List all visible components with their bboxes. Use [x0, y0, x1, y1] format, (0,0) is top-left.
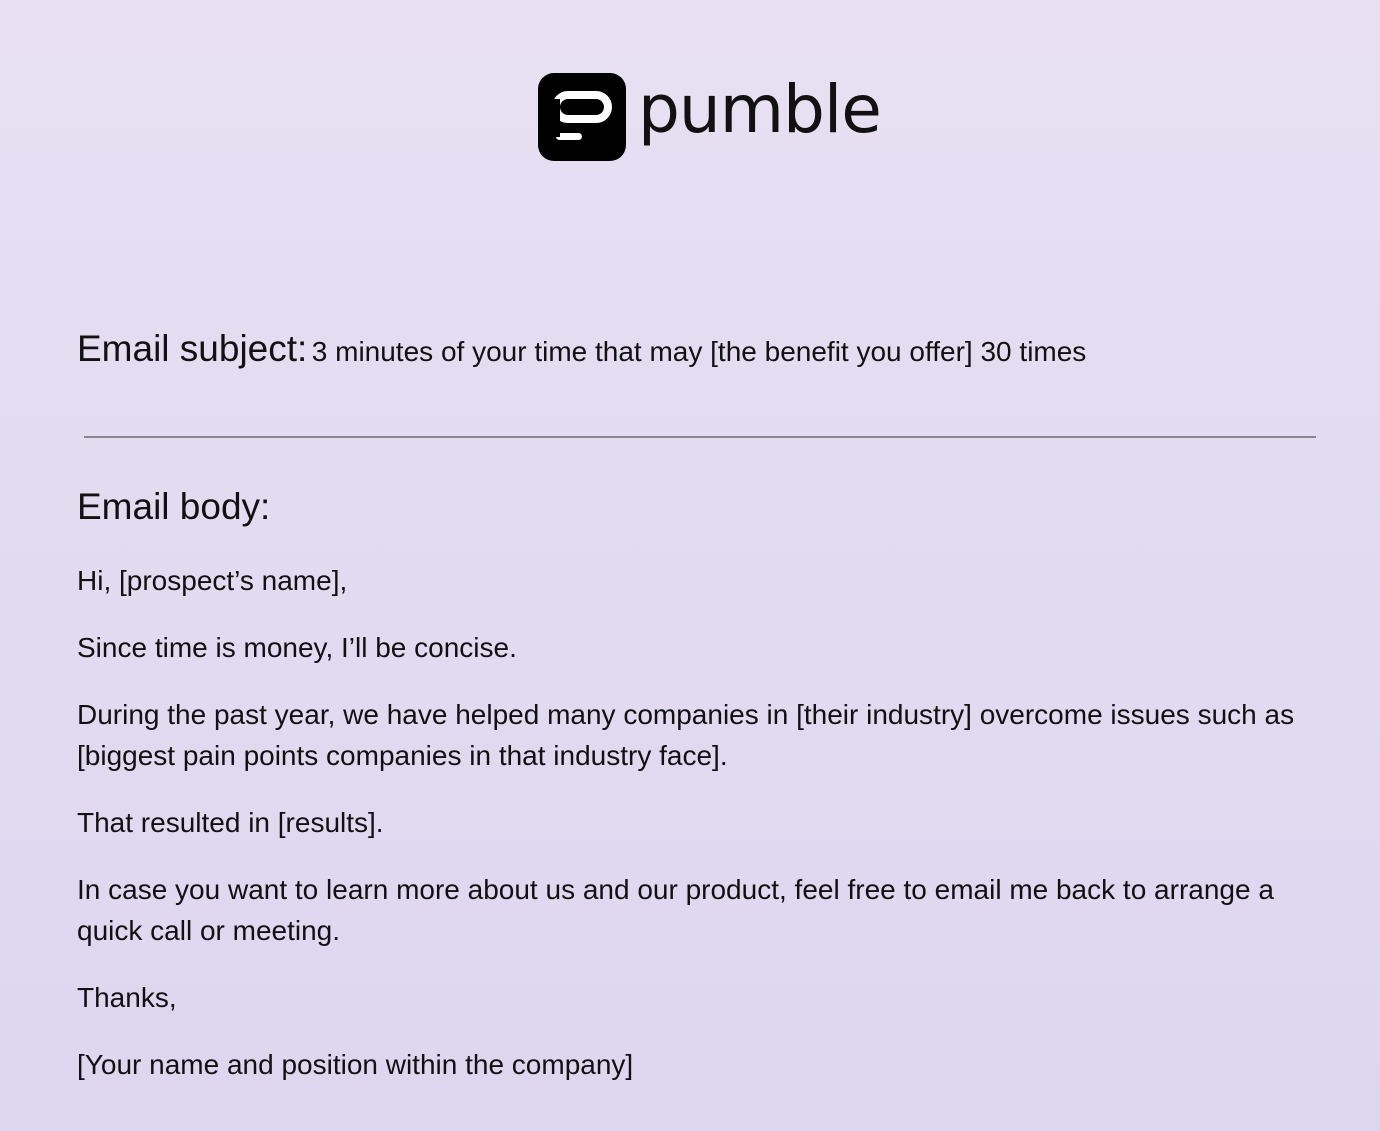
email-signoff: Thanks,: [77, 982, 177, 1013]
pumble-logo: [538, 73, 881, 161]
email-greeting: Hi, [prospect’s name],: [77, 565, 348, 596]
section-divider: [84, 436, 1316, 438]
email-body-line-4: In case you want to learn more about us and our product, feel free to email me back to arrange a quick call or meeting.: [77, 874, 1274, 946]
email-body-line-1: Since time is money, I’ll be concise.: [77, 632, 517, 663]
email-subject-line: [77, 328, 1086, 370]
email-body-line-3: That resulted in [results].: [77, 807, 384, 838]
email-body-line-2: During the past year, we have helped many companies in [their industry] overcome issues such as [biggest pain points companies in that industry face].: [77, 699, 1295, 771]
email-signature: [Your name and position within the company]: [77, 1049, 634, 1080]
pumble-logo-icon: [538, 73, 626, 161]
email-subject-text: 3 minutes of your time that may [the benefit you offer] 30 times: [311, 336, 1087, 367]
email-body-label: Email body:: [77, 486, 271, 527]
email-subject-label: Email subject:: [77, 328, 308, 369]
brand-name: pumble: [638, 71, 881, 148]
